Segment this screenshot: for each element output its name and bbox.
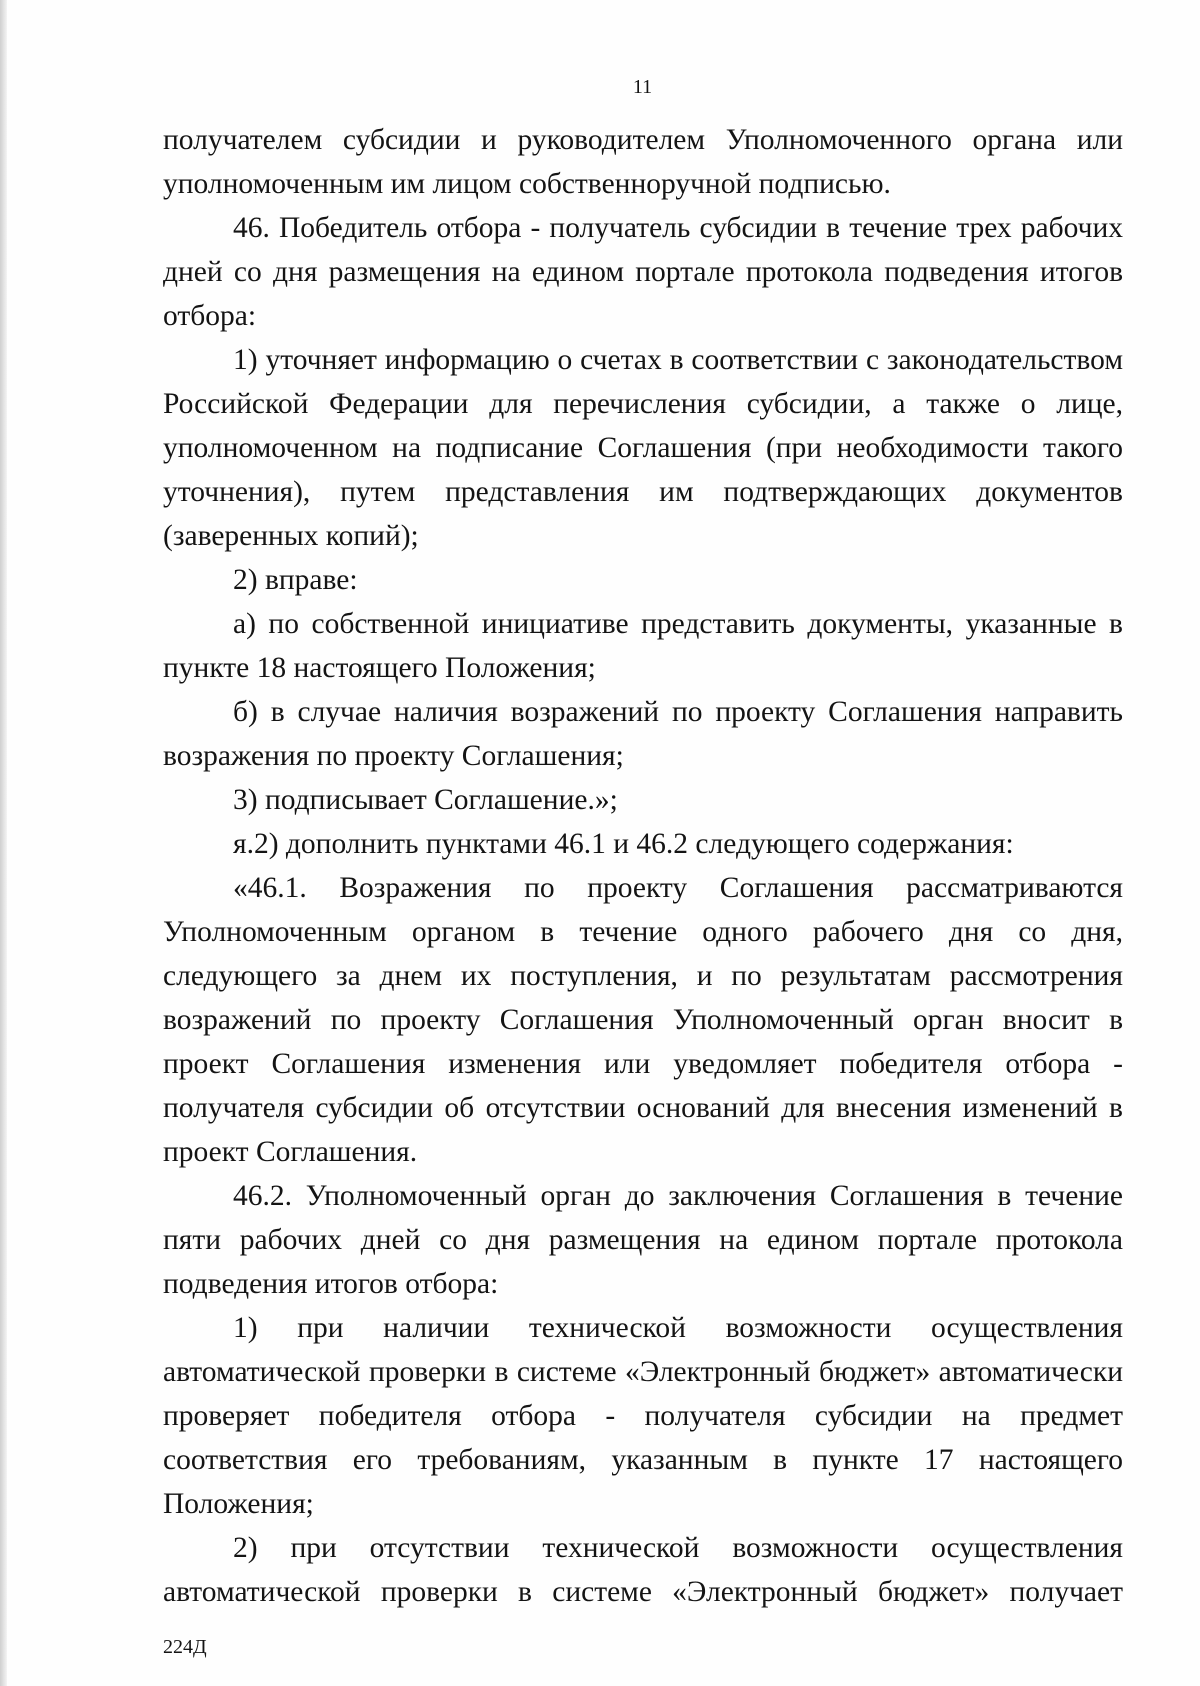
- paragraph-46: 46. Победитель отбора - получатель субсидии в течение трех рабочих дней со дня размещения на едином портале протокола подведения итогов отбора:: [163, 212, 1123, 332]
- paragraph-46-1: «46.1. Возражения по проекту Соглашения рассматриваются Уполномоченным органом в течение одного рабочего дня со дня, следующего за днем их поступления, и по результатам рассмотрения возражений по проекту Соглашения Уполномоченный орган вносит в проект Соглашения изменения или уведомляет победителя отбора - получателя субсидии об отсутствии оснований для внесения изменений в проект Соглашения.: [163, 872, 1123, 1168]
- paragraph-46-item-2: 2) вправе:: [233, 564, 358, 596]
- paragraph-46-2-item-2: 2) при отсутствии технической возможности осуществления автоматической проверки в системе «Электронный бюджет» получает: [163, 1532, 1123, 1608]
- paragraph-46-2: 46.2. Уполномоченный орган до заключения Соглашения в течение пяти рабочих дней со дня размещения на едином портале протокола подведения итогов отбора:: [163, 1180, 1123, 1300]
- paragraph-46-item-3: 3) подписывает Соглашение.»;: [233, 784, 618, 816]
- document-body: [163, 118, 1123, 1614]
- paragraph-continuation: получателем субсидии и руководителем Уполномоченного органа или уполномоченным им лицом собственноручной подписью.: [163, 124, 1123, 200]
- paragraph-46-item-2a: а) по собственной инициативе представить документы, указанные в пункте 18 настоящего Положения;: [163, 608, 1123, 684]
- footer-document-code: 224Д: [163, 1636, 207, 1658]
- scan-edge: [0, 0, 7, 1686]
- page-number: 11: [632, 76, 653, 98]
- paragraph-46-item-2b: б) в случае наличия возражений по проекту Соглашения направить возражения по проекту Соглашения;: [163, 696, 1123, 772]
- paragraph-46-item-1: 1) уточняет информацию о счетах в соответствии с законодательством Российской Федерации для перечисления субсидии, а также о лице, уполномоченном на подписание Соглашения (при необходимости такого уточнения), путем представления им подтверждающих документов (заверенных копий);: [163, 344, 1123, 552]
- paragraph-amendment-ya2: я.2) дополнить пунктами 46.1 и 46.2 следующего содержания:: [233, 828, 1014, 860]
- paragraph-46-2-item-1: 1) при наличии технической возможности осуществления автоматической проверки в системе «Электронный бюджет» автоматически проверяет победителя отбора - получателя субсидии на предмет соответствия его требованиям, указанным в пункте 17 настоящего Положения;: [163, 1312, 1123, 1520]
